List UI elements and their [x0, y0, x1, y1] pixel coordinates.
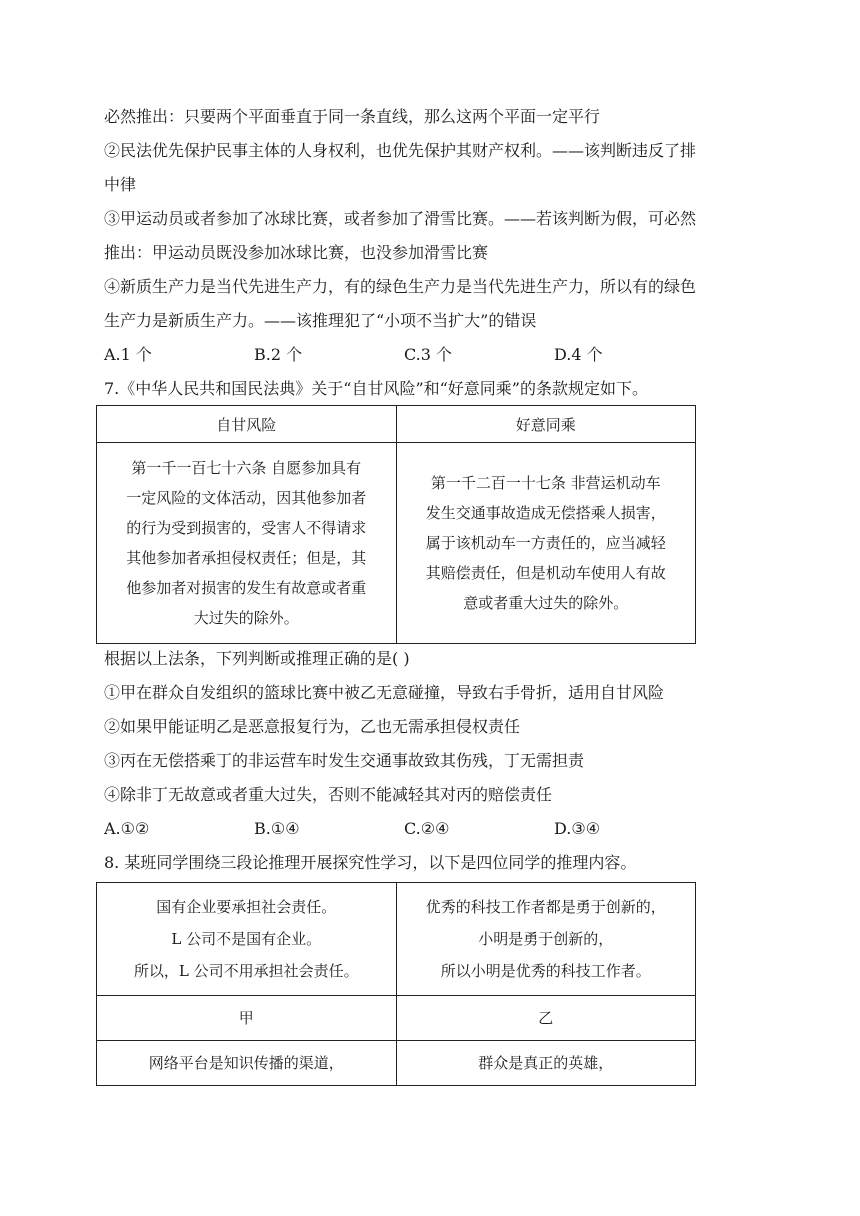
text-line: 必然推出：只要两个平面垂直于同一条直线，那么这两个平面一定平行 — [104, 107, 601, 126]
article-1176: 第一千一百七十六条 自愿参加具有 一定风险的文体活动，因其他参加者 的行为受到损害的，受害人不得请求 其他参加者承担侵权责任；但是，其 他参加者对损害的发生有故意或者重 大过失的除外。 — [97, 443, 397, 644]
q8-stem: 8. 某班同学围绕三段论推理开展探究性学习，以下是四位同学的推理内容。 — [104, 853, 637, 872]
option-b: B.2 个 — [254, 345, 303, 364]
option-c: C.②④ — [404, 819, 450, 838]
text-line: ②民法优先保护民事主体的人身权利，也优先保护其财产权利。——该判断违反了排 — [104, 141, 697, 160]
header-self-risk: 自甘风险 — [97, 406, 397, 443]
q7-stem: 7.《中华人民共和国民法典》关于“自甘风险”和“好意同乘”的条款规定如下。 — [104, 379, 648, 398]
text-line: 推出：甲运动员既没参加冰球比赛，也没参加滑雪比赛 — [104, 243, 489, 262]
law-table — [96, 405, 696, 644]
text-line: 生产力是新质生产力。——该推理犯了“小项不当扩大”的错误 — [104, 311, 537, 330]
text-line: ③甲运动员或者参加了冰球比赛，或者参加了滑雪比赛。——若该判断为假，可必然 — [104, 209, 697, 228]
label-jia: 甲 — [97, 996, 397, 1041]
label-yi: 乙 — [396, 996, 696, 1041]
q7-options — [104, 812, 764, 846]
reasoning-yi: 优秀的科技工作者都是勇于创新的， 小明是勇于创新的， 所以小明是优秀的科技工作者。 — [396, 883, 696, 996]
syllogism-table — [96, 882, 696, 1086]
question-7-statements — [104, 642, 764, 880]
option-c: C.3 个 — [404, 345, 453, 364]
header-goodwill-ride: 好意同乘 — [396, 406, 696, 443]
option-a: A.①② — [104, 819, 150, 838]
text-line: ④新质生产力是当代先进生产力，有的绿色生产力是当代先进生产力，所以有的绿色 — [104, 277, 697, 296]
text-line: ④除非丁无故意或者重大过失，否则不能减轻其对丙的赔偿责任 — [104, 785, 553, 804]
reasoning-jia: 国有企业要承担社会责任。 L 公司不是国有企业。 所以，L 公司不用承担社会责任。 — [97, 883, 397, 996]
text-line: ①甲在群众自发组织的篮球比赛中被乙无意碰撞，导致右手骨折，适用自甘风险 — [104, 683, 665, 702]
text-line: ③丙在无偿搭乘丁的非运营车时发生交通事故致其伤残，丁无需担责 — [104, 751, 585, 770]
option-b: B.①④ — [254, 819, 300, 838]
text-line: 中律 — [104, 175, 137, 194]
text-line: 根据以上法条，下列判断或推理正确的是( ) — [104, 649, 410, 668]
option-d: D.③④ — [554, 819, 601, 838]
option-d: D.4 个 — [554, 345, 603, 364]
reasoning-ding: 群众是真正的英雄， — [396, 1041, 696, 1086]
reasoning-bing: 网络平台是知识传播的渠道， — [97, 1041, 397, 1086]
text-line: ②如果甲能证明乙是恶意报复行为，乙也无需承担侵权责任 — [104, 717, 521, 736]
article-1217: 第一千二百一十七条 非营运机动车 发生交通事故造成无偿搭乘人损害， 属于该机动车一方责任的，应当减轻 其赔偿责任，但是机动车使用人有故 意或者重大过失的除外。 — [396, 443, 696, 644]
question-6-statements — [104, 100, 764, 406]
q6-options — [104, 338, 764, 372]
option-a: A.1 个 — [104, 345, 152, 364]
